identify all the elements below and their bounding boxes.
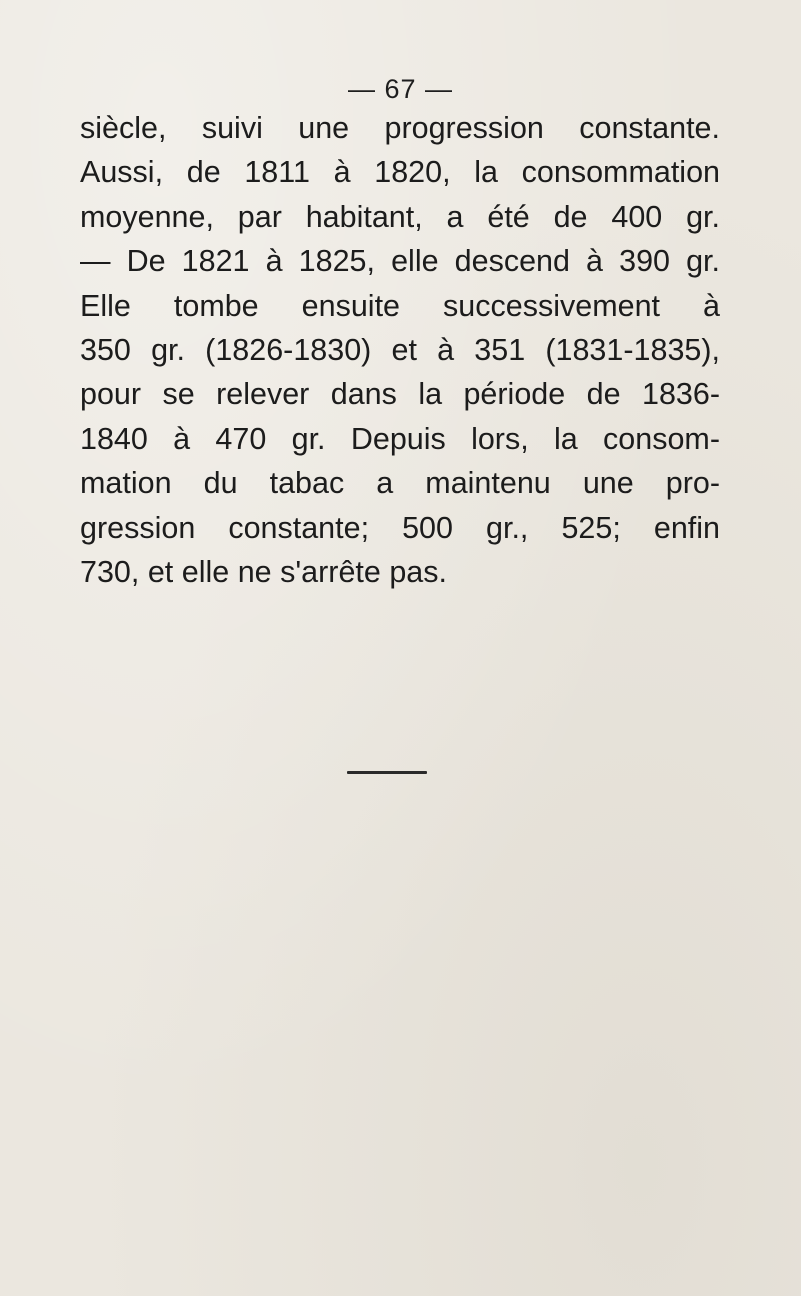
text-line: Elle tombe ensuite successivement à [80, 288, 720, 323]
body-paragraph [80, 106, 720, 594]
text-line: moyenne, par habitant, a été de 400 gr. [80, 199, 720, 234]
text-line: — De 1821 à 1825, elle descend à 390 gr. [80, 244, 720, 279]
text-line: Aussi, de 1811 à 1820, la consommation [80, 155, 720, 190]
section-divider [347, 771, 427, 774]
text-line: 350 gr. (1826-1830) et à 351 (1831-1835), [80, 333, 720, 368]
page-number: — 67 — [347, 74, 454, 104]
text-line: 730, et elle ne s'arrête pas. [80, 555, 447, 590]
text-line: pour se relever dans la période de 1836- [80, 377, 720, 412]
text-line: siècle, suivi une progression constante. [80, 111, 720, 145]
text-line: 1840 à 470 gr. Depuis lors, la consom- [80, 421, 720, 456]
text-line: gression constante; 500 gr., 525; enfin [80, 510, 720, 545]
text-line: mation du tabac a maintenu une pro- [80, 466, 720, 501]
